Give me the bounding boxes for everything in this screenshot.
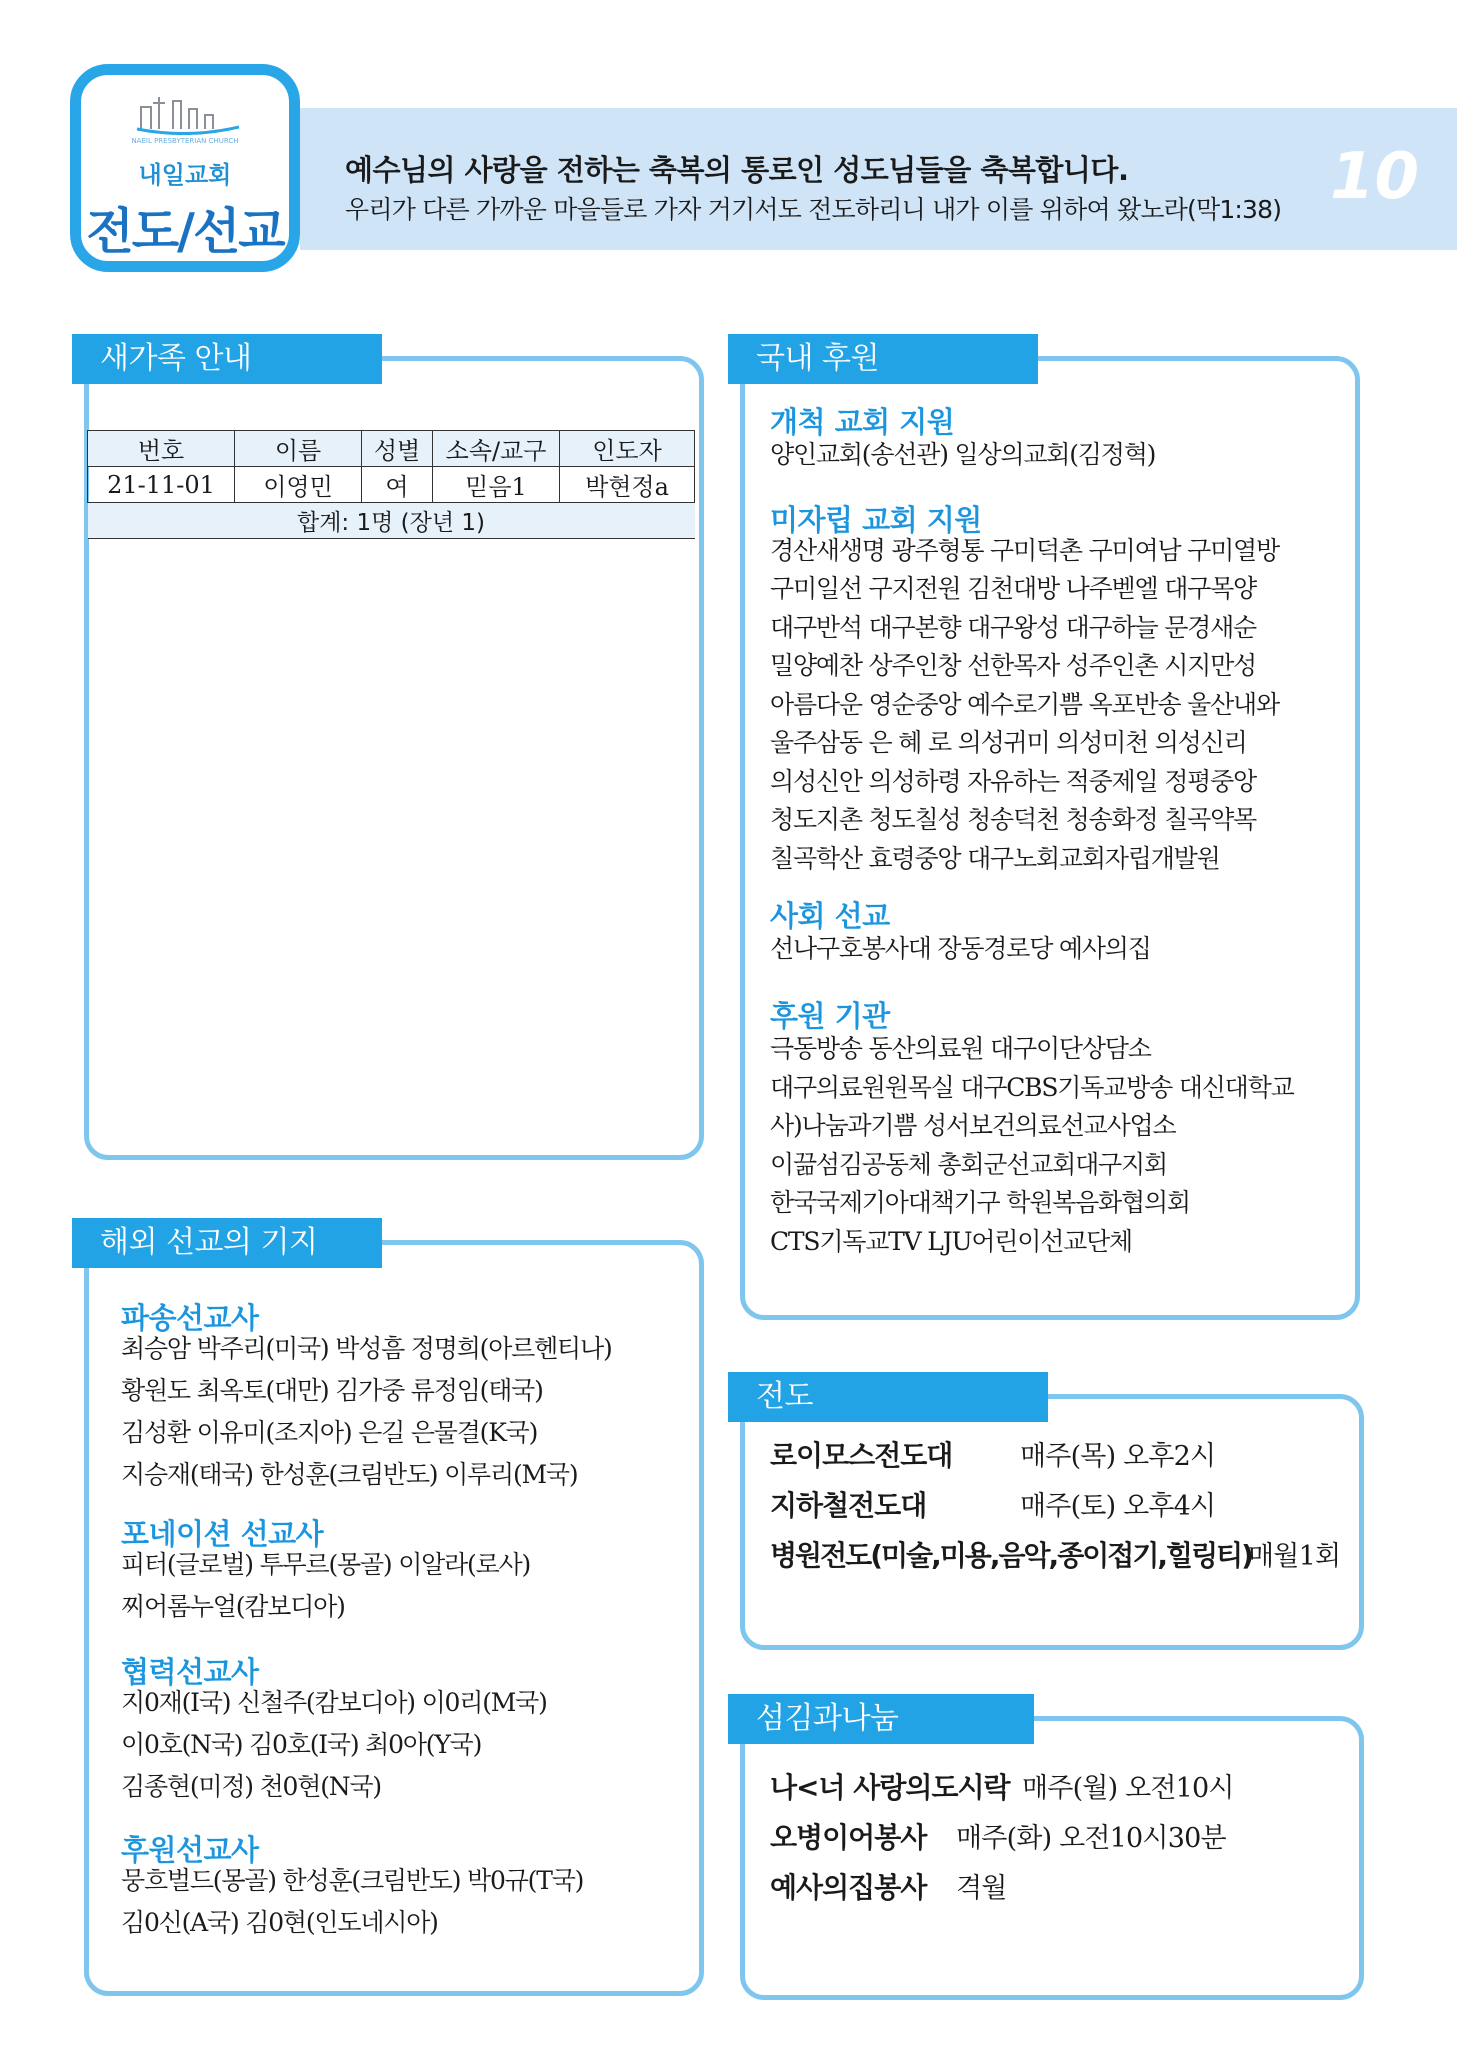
new-family-table-wrap xyxy=(87,430,695,539)
domestic-line: 극동방송 동산의료원 대구이단상담소 xyxy=(770,1034,1151,1063)
domestic-line: 양인교회(송선관) 일상의교회(김정혁) xyxy=(770,440,1156,469)
column-header: 번호 xyxy=(88,431,235,467)
table-cell: 믿음1 xyxy=(433,467,560,503)
section-logo-box xyxy=(70,64,300,272)
domestic-line: 청도지촌 청도칠성 청송덕천 청송화정 칠곡약목 xyxy=(770,805,1256,834)
sharing-item-time: 매주(월) 오전10시 xyxy=(1022,1773,1234,1804)
evangelism-item-time: 매주(토) 오후4시 xyxy=(1020,1491,1216,1522)
overseas-line: 김성환 이유미(조지아) 은길 은물결(K국) xyxy=(121,1418,538,1447)
sharing-item-label: 나<너 사랑의도시락 xyxy=(770,1771,1010,1804)
domestic-line: 사)나눔과기쁨 성서보건의료선교사업소 xyxy=(770,1111,1176,1140)
domestic-line: 이끎섬김공동체 총회군선교회대구지회 xyxy=(770,1150,1167,1179)
overseas-line: 피터(글로벌) 투무르(몽골) 이알라(로사) xyxy=(121,1550,531,1579)
overseas-heading: 포네이션 선교사 xyxy=(121,1517,324,1551)
page-number: 10 xyxy=(1330,140,1420,214)
overseas-heading: 후원선교사 xyxy=(121,1833,259,1867)
logo-name: 내일교회 xyxy=(138,161,232,189)
table-cell: 21-11-01 xyxy=(88,467,235,503)
overseas-line: 최승암 박주리(미국) 박성흠 정명희(아르헨티나) xyxy=(121,1334,612,1363)
domestic-tab: 국내 후원 xyxy=(728,334,1038,384)
domestic-line: 대구의료원원목실 대구CBS기독교방송 대신대학교 xyxy=(770,1073,1294,1102)
domestic-line: 울주삼동 은 혜 로 의성귀미 의성미천 의성신리 xyxy=(770,728,1247,757)
header-tagline: 예수님의 사랑을 전하는 축복의 통로인 성도님들을 축복합니다. xyxy=(345,153,1129,187)
church-skyline-icon xyxy=(133,89,243,135)
sharing-item-time: 매주(화) 오전10시30분 xyxy=(956,1823,1226,1854)
table-total: 합계: 1명 (장년 1) xyxy=(88,503,695,539)
overseas-line: 찌어롬누얼(캄보디아) xyxy=(121,1592,345,1621)
domestic-line: 한국국제기아대책기구 학원복음화협의회 xyxy=(770,1188,1190,1217)
column-header: 인도자 xyxy=(560,431,695,467)
overseas-line: 이0호(N국) 김0호(I국) 최0아(Y국) xyxy=(121,1730,482,1759)
overseas-line: 지승재(태국) 한성훈(크림반도) 이루리(M국) xyxy=(121,1460,578,1489)
evangelism-item-time: 매월1회 xyxy=(1248,1541,1341,1572)
sharing-box xyxy=(740,1716,1364,2000)
overseas-tab: 해외 선교의 기지 xyxy=(72,1218,382,1268)
evangelism-tab: 전도 xyxy=(728,1372,1048,1422)
new-family-table xyxy=(87,430,695,539)
overseas-line: 황원도 최옥토(대만) 김가중 류정임(태국) xyxy=(121,1376,543,1405)
domestic-line: 경산새생명 광주형통 구미덕촌 구미여남 구미열방 xyxy=(770,536,1279,565)
table-cell: 여 xyxy=(362,467,433,503)
logo-subtitle: NAEIL PRESBYTERIAN CHURCH xyxy=(131,137,239,145)
evangelism-item-label: 지하철전도대 xyxy=(770,1489,927,1522)
overseas-line: 김종현(미정) 천0현(N국) xyxy=(121,1772,381,1801)
domestic-heading: 후원 기관 xyxy=(770,999,890,1033)
overseas-line: 김0신(A국) 김0현(인도네시아) xyxy=(121,1908,438,1937)
overseas-heading: 협력선교사 xyxy=(121,1655,259,1689)
domestic-line: 아름다운 영순중앙 예수로기쁨 옥포반송 울산내와 xyxy=(770,690,1279,719)
domestic-heading: 개척 교회 지원 xyxy=(770,405,955,439)
sharing-item-time: 격월 xyxy=(956,1873,1007,1904)
header-verse: 우리가 다른 가까운 마을들로 가자 거기서도 전도하리니 내가 이를 위하여 왔노라(막1:38) xyxy=(345,195,1282,224)
evangelism-item-label: 로이모스전도대 xyxy=(770,1439,953,1472)
column-header: 성별 xyxy=(362,431,433,467)
page-title: 전도/선교 xyxy=(86,203,284,260)
table-total-row xyxy=(88,503,695,539)
table-header-row xyxy=(88,431,695,467)
table-row xyxy=(88,467,695,503)
domestic-line: 밀양예찬 상주인창 선한목자 성주인촌 시지만성 xyxy=(770,651,1256,680)
domestic-line: 구미일선 구지전원 김천대방 나주벧엘 대구목양 xyxy=(770,574,1256,603)
sharing-item-label: 오병이어봉사 xyxy=(770,1821,927,1854)
table-cell: 이영민 xyxy=(235,467,362,503)
domestic-line: 대구반석 대구본향 대구왕성 대구하늘 문경새순 xyxy=(770,613,1256,642)
domestic-heading: 미자립 교회 지원 xyxy=(770,503,982,537)
sharing-item-label: 예사의집봉사 xyxy=(770,1871,927,1904)
evangelism-item-label: 병원전도(미술,미용,음악,종이접기,힐링티) xyxy=(770,1539,1252,1572)
overseas-line: 뭉흐벌드(몽골) 한성훈(크림반도) 박0규(T국) xyxy=(121,1866,584,1895)
domestic-line: 선나구호봉사대 장동경로당 예사의집 xyxy=(770,934,1151,963)
overseas-line: 지0재(I국) 신철주(캄보디아) 이0리(M국) xyxy=(121,1688,547,1717)
column-header: 소속/교구 xyxy=(433,431,560,467)
domestic-line: CTS기독교TV LJU어린이선교단체 xyxy=(770,1227,1132,1256)
domestic-line: 칠곡학산 효령중앙 대구노회교회자립개발원 xyxy=(770,844,1220,873)
column-header: 이름 xyxy=(235,431,362,467)
overseas-heading: 파송선교사 xyxy=(121,1301,259,1335)
new-family-tab: 새가족 안내 xyxy=(72,334,382,384)
table-cell: 박현정a xyxy=(560,467,695,503)
domestic-line: 의성신안 의성하령 자유하는 적중제일 정평중앙 xyxy=(770,767,1256,796)
evangelism-item-time: 매주(목) 오후2시 xyxy=(1020,1441,1216,1472)
sharing-tab: 섬김과나눔 xyxy=(728,1694,1034,1744)
domestic-heading: 사회 선교 xyxy=(770,899,890,933)
